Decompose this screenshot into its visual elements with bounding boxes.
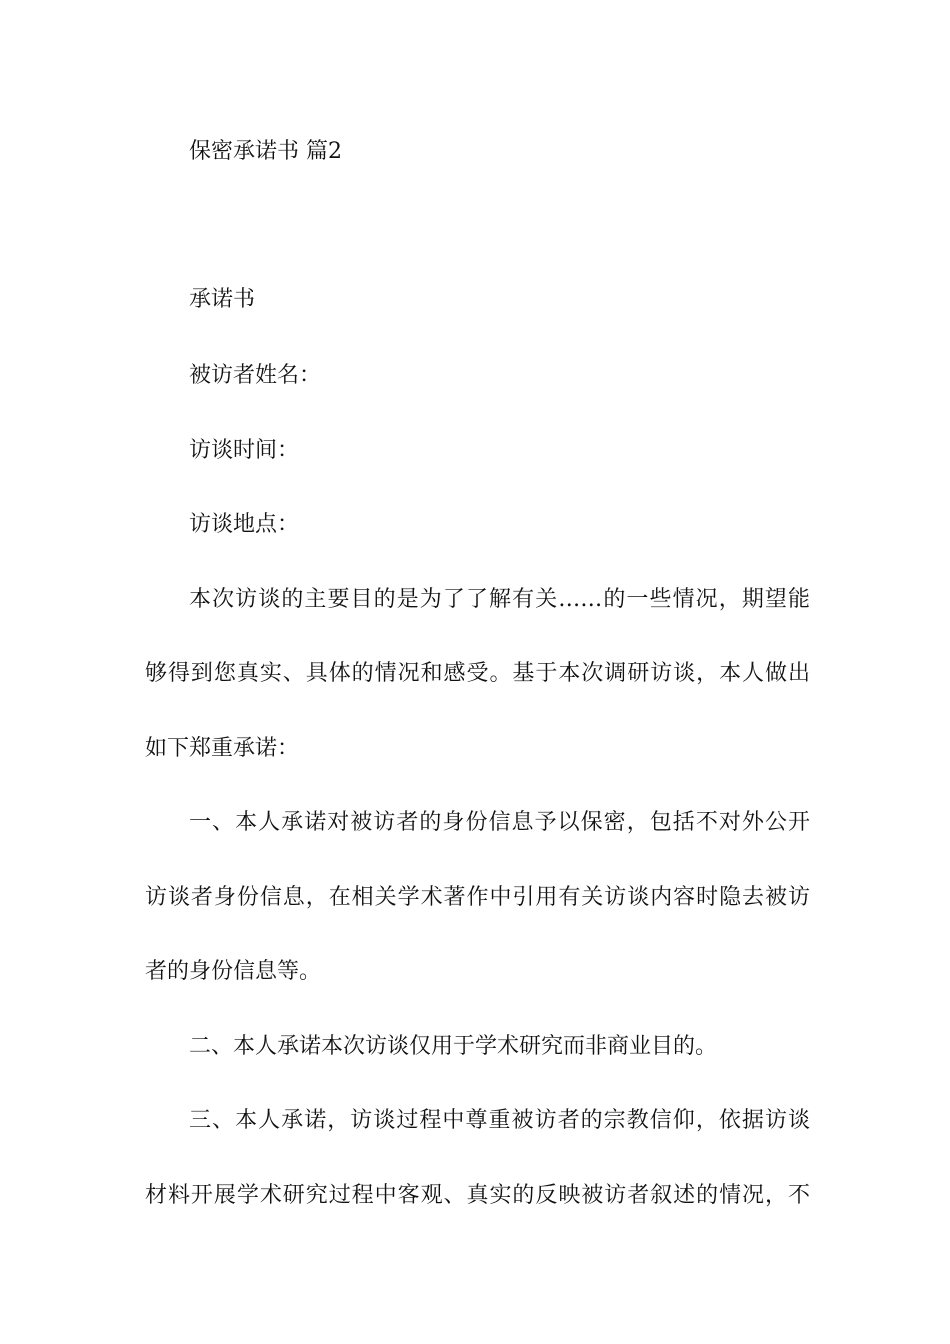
- paragraph-line: 者的身份信息等。: [145, 959, 322, 984]
- paragraph-line: 二、本人承诺本次访谈仅用于学术研究而非商业目的。: [189, 1034, 718, 1059]
- paragraph-line: 够得到您真实、具体的情况和感受。基于本次调研访谈，本人做出: [145, 661, 810, 686]
- paragraph-line: 三、本人承诺，访谈过程中尊重被访者的宗教信仰，依据访谈: [189, 1108, 810, 1133]
- paragraph-line: 如下郑重承诺：: [145, 736, 300, 761]
- field-interviewee-name: 被访者姓名：: [189, 363, 322, 388]
- paragraph-line: 一、本人承诺对被访者的身份信息予以保密，包括不对外公开: [189, 810, 810, 835]
- section-title: 保密承诺书 篇2: [189, 139, 342, 164]
- paragraph-line: 访谈者身份信息，在相关学术著作中引用有关访谈内容时隐去被访: [145, 885, 810, 910]
- paragraph-line: 本次访谈的主要目的是为了了解有关……的一些情况，期望能: [189, 587, 810, 612]
- field-interview-time: 访谈时间：: [189, 438, 300, 463]
- paragraph-line: 材料开展学术研究过程中客观、真实的反映被访者叙述的情况，不: [145, 1183, 810, 1208]
- field-interview-location: 访谈地点：: [189, 512, 300, 537]
- document-heading: 承诺书: [189, 287, 256, 312]
